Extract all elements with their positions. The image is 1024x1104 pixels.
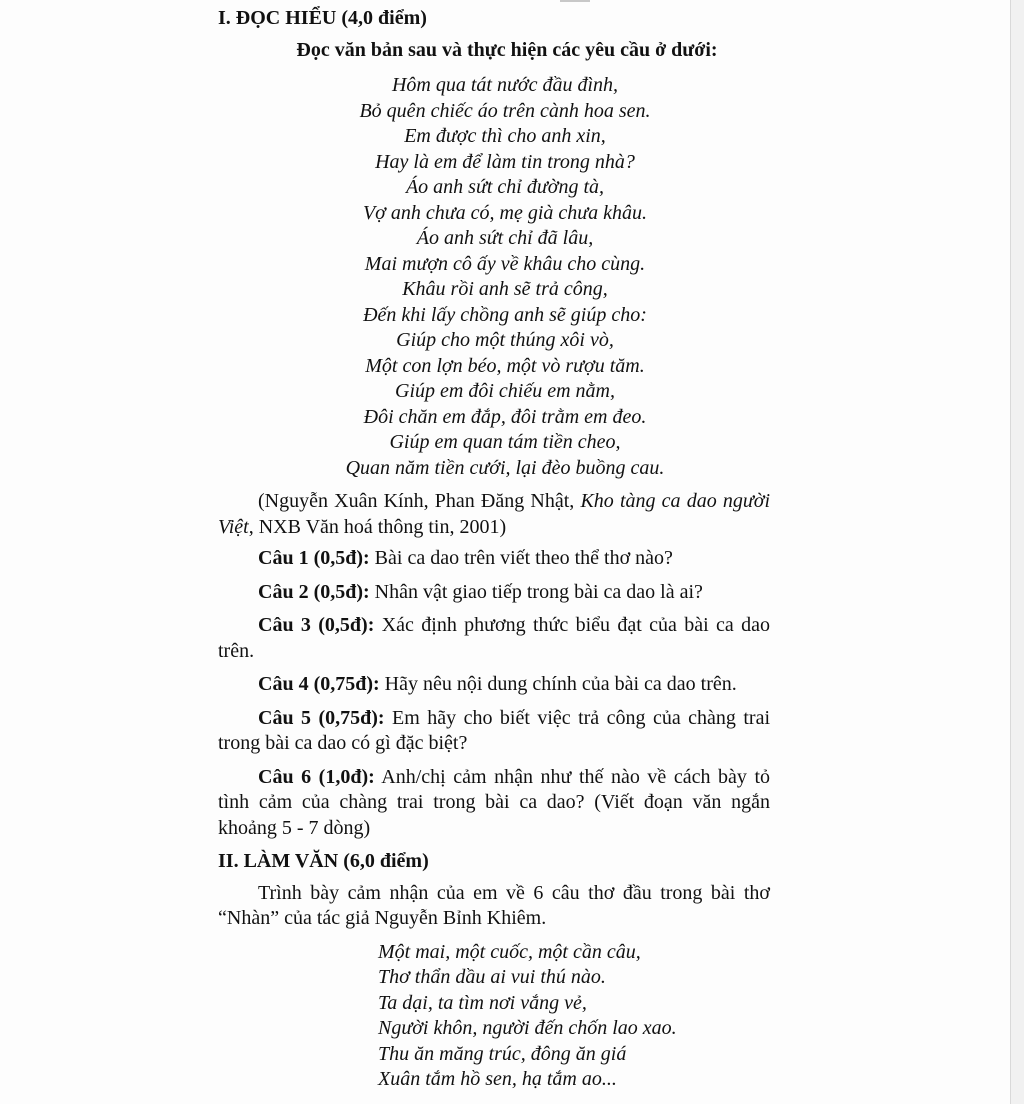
poem-line: Khâu rồi anh sẽ trả công, [402,278,608,300]
poem-line: Thu ăn măng trúc, đông ăn giá [378,1042,627,1065]
poem-line: Hay là em để làm tin trong nhà? [375,150,635,173]
source-prefix: (Nguyễn Xuân Kính, Phan Đăng Nhật, [258,490,581,512]
poem-line: Đến khi lấy chồng anh sẽ giúp cho: [363,303,647,326]
question-text: Xác định phương thức biểu đạt của bài ca dao trên. [218,614,770,662]
question-label: Câu 6 (1,0đ): [258,765,375,788]
question-3 [218,613,770,664]
question-2 [218,580,770,606]
source-suffix: , NXB Văn hoá thông tin, 2001) [248,515,507,538]
essay-task: Trình bày cảm nhận của em về 6 câu thơ đầu trong bài thơ “Nhàn” của tác giả Nguyễn Bỉnh Khiêm. [218,881,770,929]
poem-line: Thơ thẩn dầu ai vui thú nào. [378,966,606,988]
poem-line: Ta dại, ta tìm nơi vắng vẻ, [378,991,587,1014]
nhan-poem-excerpt [378,940,770,1093]
poem-line: Giúp cho một thúng xôi vò, [396,329,614,351]
question-5 [218,706,770,757]
poem-line: Áo anh sứt chỉ đường tà, [405,176,605,198]
source-book-title: Kho tàng ca dao người Việt [218,490,770,538]
poem-line: Em được thì cho anh xin, [404,125,606,147]
question-label: Câu 2 (0,5đ): [258,580,370,603]
question-label: Câu 5 (0,75đ): [258,706,385,729]
question-text: Bài ca dao trên viết theo thể thơ nào? [369,547,673,569]
poem-line: Một mai, một cuốc, một cần câu, [378,940,641,963]
poem-line: Bỏ quên chiếc áo trên cành hoa sen. [359,99,651,122]
question-4 [218,672,770,698]
exam-content [218,6,770,1093]
question-text: Em hãy cho biết việc trả công của chàng trai trong bài ca dao có gì đặc biệt? [218,706,771,754]
poem-line: Một con lợn béo, một vò rượu tăm. [365,354,645,377]
question-label: Câu 1 (0,5đ): [258,547,370,569]
folk-poem [240,73,770,481]
poem-line: Xuân tắm hồ sen, hạ tắm ao... [378,1068,617,1090]
question-1 [218,546,770,572]
page-edge [1010,0,1024,1104]
section2-title: II. LÀM VĂN (6,0 điểm) [218,850,429,872]
scan-artifact [560,0,590,2]
poem-line: Hôm qua tát nước đầu đình, [391,74,618,96]
question-label: Câu 4 (0,75đ): [258,673,380,695]
poem-line: Người khôn, người đến chốn lao xao. [378,1017,677,1039]
poem-line: Quan năm tiền cưới, lại đèo buồng cau. [345,456,665,479]
question-text: Anh/chị cảm nhận như thế nào về cách bày tỏ tình cảm của chàng trai trong bài ca dao? (Viết đoạn văn ngắn khoảng 5 - 7 dòng) [218,765,771,839]
section1-instruction: Đọc văn bản sau và thực hiện các yêu cầu ở dưới: [296,38,718,61]
question-6 [218,765,770,842]
poem-line: Mai mượn cô ấy về khâu cho cùng. [364,252,646,275]
poem-line: Áo anh sứt chỉ đã lâu, [416,227,594,249]
question-text: Nhân vật giao tiếp trong bài ca dao là ai? [369,580,703,603]
poem-line: Đôi chăn em đắp, đôi trằm em đeo. [363,405,647,428]
section1-title: I. ĐỌC HIỂU (4,0 điểm) [218,7,427,29]
poem-line: Giúp em quan tám tiền cheo, [389,431,621,453]
question-label: Câu 3 (0,5đ): [258,614,375,636]
poem-source-citation [218,489,770,540]
poem-line: Giúp em đôi chiếu em nằm, [395,380,615,402]
question-text: Hãy nêu nội dung chính của bài ca dao trên. [379,673,737,695]
poem-line: Vợ anh chưa có, mẹ già chưa khâu. [362,201,648,224]
